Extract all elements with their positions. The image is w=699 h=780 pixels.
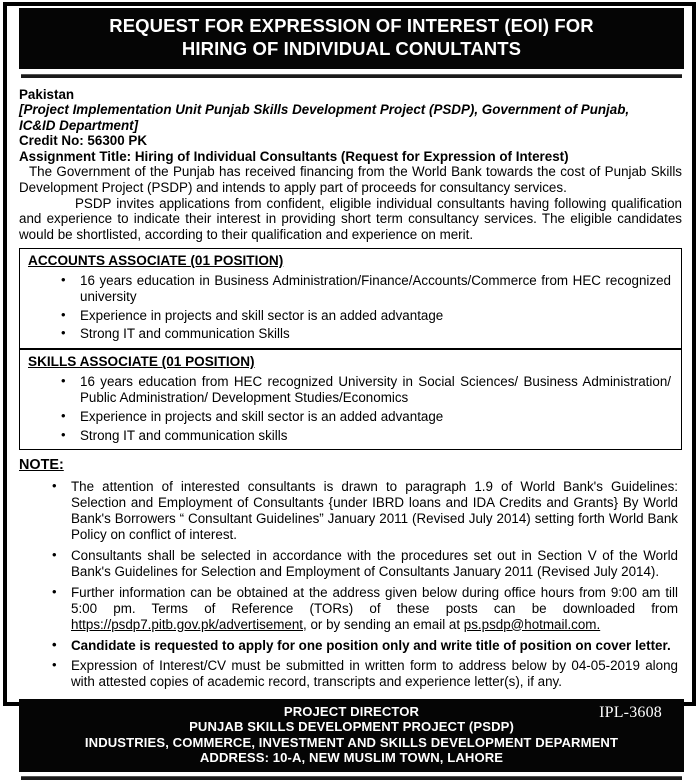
footer-divider [21,776,682,780]
intro-paragraph-1: The Government of the Punjab has received financing from the World Bank towards the cost of Punjab Skills Development Project (PSDP) and intends to apply part of proceeds for consultancy services. [19,164,682,195]
implementation-unit-line-1: [Project Implementation Unit Punjab Skills Development Project (PSDP), Government of Punjab, [19,102,630,117]
position-requirements-list [28,273,673,342]
footer-line-2: PUNJAB SKILLS DEVELOPMENT PROJECT (PSDP) [189,719,514,735]
banner-title-line-2: HIRING OF INDIVIDUAL CONULTANTS [181,37,522,59]
implementation-unit-line-2: IC&ID Department] [19,117,139,133]
body-section [9,87,690,691]
note-item: • The attention of interested consultants is drawn to paragraph 1.9 of World Bank's Guidelines: Selection and Employment of Consultants {under IBRD loans and IDA Credits and Grants} By World Bank's Borrowers “ Consultant Guidelines” January 2011 (Revised July 2014) setting forth World Bank Policy on conflict of interest. [19,479,682,543]
meta-block [19,87,682,165]
credit-number: Credit No: 56300 PK [19,133,147,148]
note-item: • Consultants shall be selected in accordance with the procedures set out in Section V of the World Bank's Guidelines for Selection and Employment of Consultants January 2011 (Revised July 2014). [19,548,682,580]
requirement-item: • Strong IT and communication skills [28,428,673,444]
note-contact-text-middle: , or by sending an email at [303,616,464,632]
header-divider [21,74,682,78]
note-items-list [19,479,682,690]
position-box-skills-associate [19,349,682,450]
position-title: ACCOUNTS ASSOCIATE (01 POSITION) [28,252,284,268]
note-heading: NOTE: [19,457,64,474]
requirement-item: • 16 years education in Business Administration/Finance/Accounts/Commerce from HEC recognized university [28,273,673,305]
footer-line-3: INDUSTRIES, COMMERCE, INVESTMENT AND SKILLS DEVELOPMENT DEPARMENT [84,734,619,750]
requirement-item: • Experience in projects and skill sector is an added advantage [28,308,673,324]
requirement-item: • Experience in projects and skill sector is an added advantage [28,409,673,425]
position-title: SKILLS ASSOCIATE (01 POSITION) [28,354,255,370]
position-box-accounts-associate [19,248,682,349]
note-item: • Candidate is requested to apply for one position only and write title of position on cover letter. [19,638,682,654]
note-item: • Expression of Interest/CV must be submitted in written form to address below by 04-05-2019 along with attested copies of academic record, transcripts and experience letter(s), if any. [19,658,682,690]
page-content [9,8,690,780]
contact-email-link[interactable]: ps.psdp@hotmail.com. [463,616,601,632]
intro-paragraph-2: PSDP invites applications from confident, eligible individual consultants having following qualification and experience to indicate their interest in providing short term consultancy services. The eligible candidates would be shortlisted, according to their qualification and experience on merit. [19,195,682,243]
footer-line-1: PROJECT DIRECTOR [283,704,420,720]
country-label: Pakistan [19,86,75,102]
footer-banner [19,699,684,772]
requirement-item: • 16 years education from HEC recognized University in Social Sciences/ Business Administration/ Public Administration/ Development Studies/Economics [28,374,673,406]
footer-line-4: ADDRESS: 10-A, NEW MUSLIM TOWN, LAHORE [199,749,504,765]
header-banner [19,8,684,69]
note-item-contact [19,585,682,633]
reference-code: IPL-3608 [599,704,662,722]
position-requirements-list [28,374,673,443]
assignment-title: Assignment Title: Hiring of Individual Consultants (Request for Expression of Interest) [19,148,569,164]
requirement-item: • Strong IT and communication Skills [28,326,673,342]
banner-title-line-1: REQUEST FOR EXPRESSION OF INTEREST (EOI) FOR [109,15,594,36]
note-contact-text: Further information can be obtained at the address given below during office hours from 9:00 am till 5:00 pm. Terms of Reference (TORs) of these posts can be downloaded from [71,584,678,616]
note-section [19,456,682,690]
tor-download-url[interactable]: https://psdp7.pitb.gov.pk/advertisement [71,616,303,632]
